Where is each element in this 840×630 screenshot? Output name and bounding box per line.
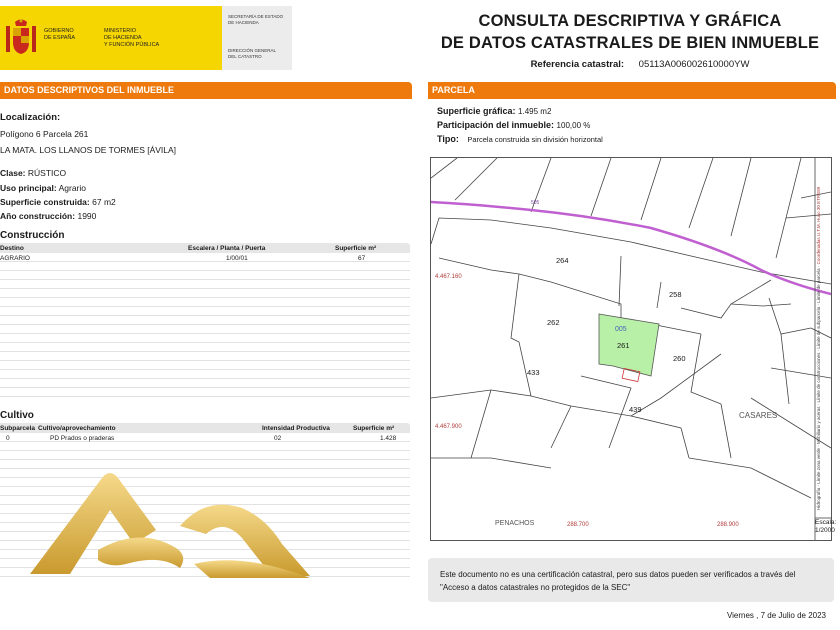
map-label-264: 264 [556,256,569,265]
legend-coords: Coordenadas U.T.M. Huso 30 ETRS89 [816,186,821,265]
tipo-value: Parcela construida sin división horizontal [467,135,603,144]
clase-label: Clase: [0,168,26,178]
scale-label: Escala: [815,519,837,526]
coat-of-arms-icon [4,18,38,58]
map-label-258: 258 [669,290,682,299]
cell-intensidad: 02 [274,434,282,442]
localizacion-label: Localización: [0,112,61,123]
tipo-row [437,134,603,144]
map-label-433: 433 [527,368,540,377]
anio-label: Año construcción: [0,211,76,221]
title-line-2: DE DATOS CATASTRALES DE BIEN INMUEBLE [440,34,820,52]
col-superficie: Superficie m² [353,424,395,432]
superficie-grafica-value: 1.495 m2 [518,107,552,116]
watermark-logo-icon [10,452,328,587]
cell-superficie: 67 [358,254,366,262]
empty-row [0,379,410,388]
empty-row [0,325,410,334]
clase-value: RÚSTICO [27,168,67,178]
uso-value: Agrario [58,183,86,193]
empty-row [0,388,410,397]
road-label: 505 [531,200,540,206]
localizacion-line-1: Polígono 6 Parcela 261 [0,129,89,139]
map-legend: Hidrografía · Límite zona verde · Mobiliario y aceras · Límite de construcciones · Límite de subparcela · Límite de parcela · Coordenadas U.T.M. Huso 30 ETRS89 [816,186,821,510]
map-label-260: 260 [673,354,686,363]
map-drawing [431,158,831,540]
uso-label: Uso principal: [0,183,57,193]
col-escalera: Escalera / Planta / Puerta [188,244,266,252]
empty-row [0,442,410,451]
referencia-catastral [470,59,810,70]
empty-row [0,271,410,280]
cell-superficie: 1.428 [380,434,397,442]
empty-row [0,343,410,352]
cell-subparcela: 0 [6,434,10,442]
empty-row [0,289,410,298]
legend-construcciones: Límite de construcciones [816,352,821,403]
secretaria-text: SECRETARÍA DE ESTADO DE HACIENDA [228,14,284,25]
secretaria-block [222,6,292,70]
legend-hidrografia: Hidrografía [816,487,821,510]
superficie-label: Superficie construida: [0,197,90,207]
empty-row [0,370,410,379]
superficie-grafica-label: Superficie gráfica: [437,106,516,116]
ref-label: Referencia catastral: [530,59,625,70]
clase-row [0,168,66,178]
direccion-text: DIRECCIÓN GENERAL DEL CATASTRO [228,48,277,59]
coord-y2: 4.467.900 [435,424,462,430]
anio-row [0,211,96,221]
map-label-261: 261 [617,341,630,350]
empty-row [0,352,410,361]
gobierno-logo-block [0,6,222,70]
cell-escalera: 1/00/01 [226,254,248,262]
col-subparcela: Subparcela [0,424,36,432]
scale-value: 1/2000 [815,527,835,534]
coord-x1: 288.700 [567,522,589,528]
empty-row [0,262,410,271]
table-row [0,433,410,442]
empty-row [0,280,410,289]
superficie-grafica-row [437,106,551,116]
section-bar-parcela: PARCELA [428,82,836,99]
col-superficie: Superficie m² [335,244,377,252]
ministerio-text: MINISTERIO DE HACIENDA Y FUNCIÓN PÚBLICA [104,28,160,48]
cultivo-header [0,423,410,433]
anio-value: 1990 [77,211,97,221]
uso-row [0,183,86,193]
tipo-label: Tipo: [437,134,459,144]
gobierno-text: GOBIERNO DE ESPAÑA [44,28,76,41]
map-label-439: 439 [629,405,642,414]
empty-row [0,334,410,343]
cell-cultivo: PD Prados o praderas [50,434,115,442]
map-label-262: 262 [547,318,560,327]
page-title [430,10,830,54]
col-destino: Destino [0,244,24,252]
participacion-value: 100,00 % [556,121,591,130]
map-scale [815,519,836,535]
col-cultivo: Cultivo/aprovechamiento [38,424,116,432]
cultivo-title: Cultivo [0,410,34,421]
section-bar-descriptivos: DATOS DESCRIPTIVOS DEL INMUEBLE [0,82,412,99]
legend-parcela: Límite de parcela [816,268,821,303]
title-line-1: CONSULTA DESCRIPTIVA Y GRÁFICA [478,12,782,30]
coord-x2: 288.900 [717,522,739,528]
cell-destino: AGRARIO [0,254,30,262]
legend-mobiliario: Mobiliario y aceras [816,406,821,444]
construccion-title: Construcción [0,230,65,241]
map-label-casares: CASARES [739,411,778,420]
localizacion-line-2: LA MATA. LOS LLANOS DE TORMES [ÁVILA] [0,145,177,155]
construccion-table [0,243,410,397]
coord-y1: 4.467.160 [435,274,462,280]
col-intensidad: Intensidad Productiva [262,424,330,432]
table-row [0,253,410,262]
map-label-penachos: PENACHOS [495,520,535,527]
empty-row [0,307,410,316]
disclaimer-notice: Este documento no es una certificación catastral, pero sus datos pueden ser verificados a través del "Acceso a datos catastrales no protegidos de la SEC" [428,558,834,602]
legend-zona-verde: Límite zona verde [816,447,821,484]
ref-value: 05113A006002610000YW [638,59,750,70]
construccion-header [0,243,410,253]
empty-row [0,361,410,370]
map-label-005: 005 [615,326,627,333]
superficie-row [0,197,116,207]
empty-row [0,316,410,325]
cadastral-map[interactable] [430,157,837,541]
empty-row [0,298,410,307]
document-date: Viernes , 7 de Julio de 2023 [726,611,826,620]
legend-subparcela: Límite de subparcela [816,306,821,349]
participacion-row [437,120,590,130]
participacion-label: Participación del inmueble: [437,120,555,130]
superficie-value: 67 m2 [92,197,116,207]
